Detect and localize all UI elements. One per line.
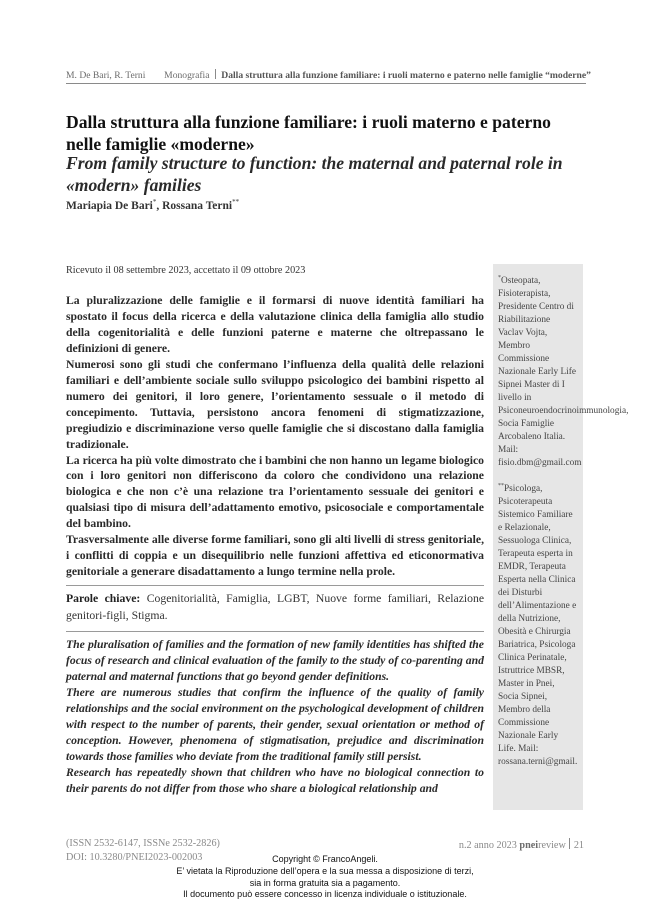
received-accepted-dates: Ricevuto il 08 settembre 2023, accettato il 09 ottobre 2023 — [66, 265, 306, 276]
copyright-line: E’ vietata la Riproduzione dell’opera e la sua messa a disposizione di terzi, — [176, 865, 474, 876]
abstract-paragraph: La pluralizzazione delle famiglie e il formarsi di nuove identità familiari ha spostato il focus della ricerca e della valutazione clinica della famiglia allo studio della cogenitorialità e delle funzioni paterne e materne che oltrepassano le definizioni di genere. — [66, 294, 484, 355]
abstract-paragraph: The pluralisation of families and the formation of new family identities has shifted the focus of research and clinical evaluation of the family to the study of co-parenting and paternal and maternal functions that go beyond gender definitions. — [66, 638, 484, 683]
author-note-text: Psicologa, Psicoterapeuta Sistemico Familiare e Relazionale, Sessuologa Clinica, Terapeuta esperta in EMDR, Terapeuta Esperta nella Clinica dei Disturbi dell’Alimentazione e della Nutrizione, Obesità e Chirurgia Bariatrica, Psicologa Clinica Perinatale, Istruttrice MBSR, Master in Pnei, Socia Sipnei, Membro della Commissione Nazionale Early Life. Mail: rossana.terni@gmail. — [498, 484, 578, 767]
abstract-italian — [66, 293, 484, 580]
author-note — [498, 272, 629, 470]
keywords — [66, 591, 484, 624]
note-mark: * — [498, 275, 501, 281]
abstract-paragraph: La ricerca ha più volte dimostrato che i bambini che non hanno un legame biologico con i loro genitori non differiscono da coloro che condividono una relazione biologica e che non c’è una relazione tra l’orientamento sessuale dei genitori e qualsiasi tipo di misura dell’adattamento emotivo, psicosociale e comportamentale del bambino. — [66, 453, 484, 531]
copyright-line: Copyright © FrancoAngeli. — [272, 854, 378, 864]
keywords-bottom-rule — [66, 631, 484, 632]
running-header-authors: M. De Bari, R. Terni — [66, 70, 146, 81]
article-title-italian: Dalla struttura alla funzione familiare: i ruoli materno e paterno nelle famiglie «moderne» — [66, 112, 551, 154]
footer-doi: DOI: 10.3280/PNEI2023-002003 — [66, 852, 203, 863]
footer-divider — [569, 838, 570, 849]
copyright-notice — [150, 854, 500, 901]
abstract-paragraph: Numerosi sono gli studi che confermano l’influenza della qualità delle relazioni familiari e dell’ambiente sociale sullo sviluppo psicologico dei bambini rispetto al numero dei genitori, il loro genere, l’orientamento sessuale o il metodo di concepimento. Tuttavia, persistono ancora fenomeni di stigmatizzazione, pregiudizio e discriminazione verso quelle famiglie che si discostano dalla famiglia tradizionale. — [66, 357, 484, 451]
running-header-section: Monografia — [164, 70, 210, 81]
author-separator: , — [156, 200, 163, 212]
abstract-paragraph: There are numerous studies that confirm the influence of the quality of family relationships and the social environment on the psychological development of children with respect to the number of parents, their gender, sexual orientation or method of conception. However, phenomena of stigmatisation, prejudice and discrimination towards those families who deviate from the traditional family still persist. — [66, 685, 484, 763]
keywords-top-rule — [66, 585, 484, 586]
footer-issue: n.2 anno 2023 — [458, 840, 517, 851]
author-name: Mariapia De Bari — [66, 200, 153, 212]
author-note-text: Osteopata, Fisioterapista, Presidente Centro di Riabilitazione Vaclav Vojta, Membro Commissione Nazionale Early Life Sipnei Master di I livello in Psiconeuroendocrinoimmunologia, Socia Famiglie Arcobaleno Italia. Mail: fisio.dbm@gmail.com — [498, 276, 629, 468]
page-number: 21 — [573, 840, 584, 851]
footer-issn: (ISSN 2532-6147, ISSNe 2532-2826) — [66, 838, 220, 849]
journal-brand-suffix: review — [538, 840, 566, 851]
author-name: Rossana Terni — [162, 200, 233, 212]
journal-brand: pnei — [519, 840, 539, 851]
note-mark: ** — [498, 483, 504, 489]
author-note — [498, 480, 577, 769]
header-divider — [215, 69, 216, 79]
author-list — [66, 198, 239, 212]
header-rule — [66, 83, 586, 84]
abstract-english — [66, 637, 484, 797]
keywords-text: Cogenitorialità, Famiglia, LGBT, Nuove forme familiari, Relazione genitori-figli, Stigma. — [66, 592, 485, 622]
copyright-line: Il documento può essere concesso in licenza individuale o istituzionale. — [183, 889, 467, 900]
copyright-line: sia in forma gratuita sia a pagamento. — [249, 877, 401, 888]
abstract-paragraph: Research has repeatedly shown that children who have no biological connection to their parents do not differ from those who share a biological relationship and — [66, 765, 484, 795]
article-title-english: From family structure to function: the maternal and paternal role in «modern» families — [66, 153, 563, 195]
author-notes-sidebar — [493, 264, 629, 810]
author-footnote-mark: ** — [232, 198, 240, 206]
footer-journal-info — [459, 838, 584, 851]
running-header-title: Dalla struttura alla funzione familiare: i ruoli materno e paterno nelle famiglie “moderne” — [221, 70, 591, 81]
running-header — [66, 69, 591, 81]
abstract-paragraph: Trasversalmente alle diverse forme familiari, sono gli alti livelli di stress genitoriale, i conflitti di coppia e un disequilibrio nelle funzioni affettiva ed eticonormativa genitoriale a generare disadattamento a lungo termine nella prole. — [66, 533, 484, 579]
author-footnote-mark: * — [152, 198, 157, 206]
keywords-label: Parole chiave: — [66, 592, 141, 605]
